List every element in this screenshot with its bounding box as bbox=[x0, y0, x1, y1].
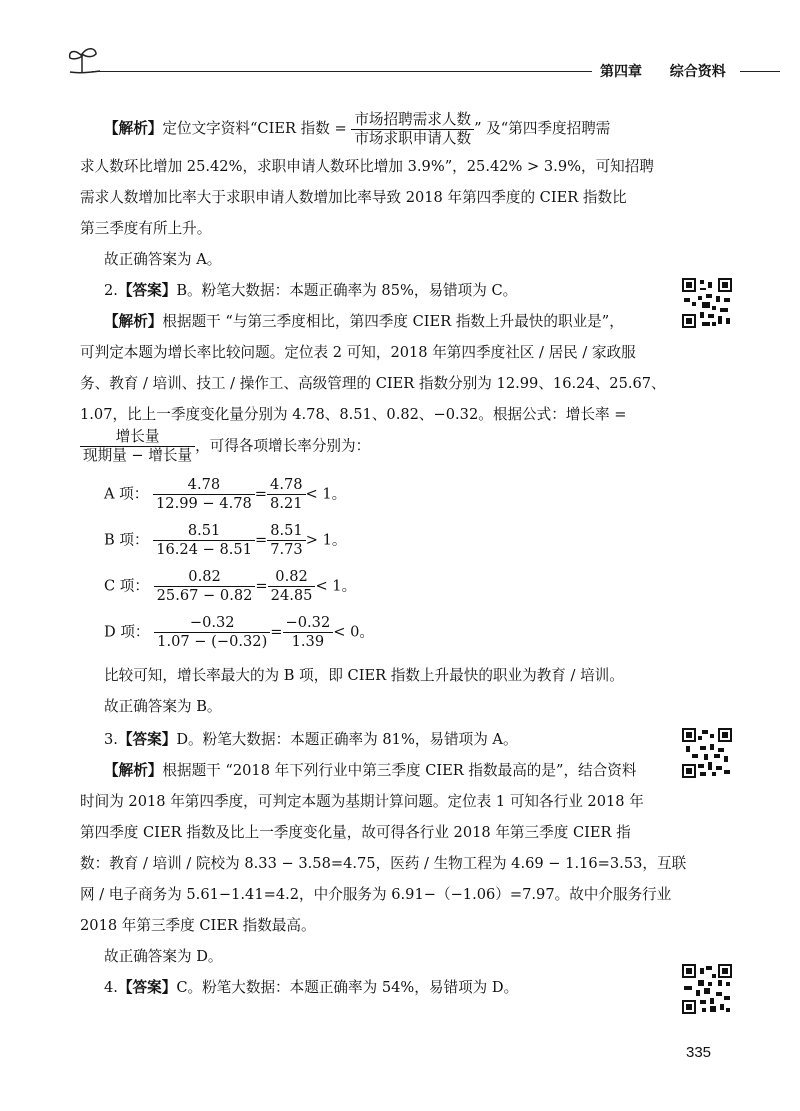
jiexi1-line1 bbox=[104, 110, 610, 148]
fraction bbox=[153, 476, 255, 513]
formula-denominator: 市场求职申请人数 bbox=[354, 129, 472, 147]
comparison: > 1。 bbox=[305, 531, 347, 549]
sprout-icon bbox=[66, 44, 100, 74]
chapter-section: 综合资料 bbox=[669, 64, 726, 80]
text-span: 根据题干 “2018 年下列行业中第三季度 CIER 指数最高的是”，结合资料 bbox=[162, 762, 637, 779]
header-rule-left bbox=[92, 71, 592, 72]
denominator: 24.85 bbox=[270, 587, 313, 604]
paragraph-line: 需求人数增加比率大于求职申请人数增加比率导致 2018 年第四季度的 CIER 指数比 bbox=[80, 189, 627, 206]
comparison: < 1。 bbox=[305, 485, 347, 503]
item-a: A 项： $\frac{4.78}{12.99 - 4.78}$ = $\frac{4.78}{8.21}$ < 1。 bbox=[104, 476, 347, 512]
question-number: 3. bbox=[104, 731, 118, 748]
q2-jiexi-line1 bbox=[104, 312, 624, 332]
q3-jiexi-line1 bbox=[104, 761, 636, 781]
denominator: 1.07 − (−0.32) bbox=[157, 633, 268, 650]
item-label: C 项： bbox=[104, 577, 149, 595]
item-c: C 项： $\frac{0.82}{25.67 - 0.82}$ = $\frac{0.82}{24.85}$ < 1。 bbox=[104, 568, 357, 604]
numerator: 0.82 bbox=[154, 568, 256, 587]
paragraph-line: 务、教育 / 培训、技工 / 操作工、高级管理的 CIER 指数分别为 12.99、16.24、25.67、 bbox=[80, 375, 666, 392]
paragraph-line: 时间为 2018 年第四季度，可判定本题为基期计算问题。定位表 1 可知各行业 2018 年 bbox=[80, 793, 644, 810]
fraction bbox=[153, 522, 255, 559]
fraction bbox=[267, 522, 306, 559]
numerator: 8.51 bbox=[153, 522, 255, 541]
denominator: 16.24 − 8.51 bbox=[156, 541, 252, 558]
denominator: 12.99 − 4.78 bbox=[156, 495, 252, 512]
formula-numerator: 市场招聘需求人数 bbox=[351, 111, 474, 130]
denominator: 25.67 − 0.82 bbox=[156, 587, 253, 604]
paragraph-line: 数：教育 / 培训 / 院校为 8.33 − 3.58=4.75，医药 / 生物工程为 4.69 − 1.16=3.53，互联 bbox=[80, 855, 687, 872]
fraction bbox=[154, 568, 256, 605]
item-label: D 项： bbox=[104, 623, 150, 641]
formula-denominator: 现期量 − 增长量 bbox=[83, 447, 193, 464]
item-label: A 项： bbox=[104, 485, 149, 503]
denominator: 1.39 bbox=[291, 633, 325, 650]
text-span: B。粉笔大数据：本题正确率为 85%，易错项为 C。 bbox=[176, 282, 518, 299]
chapter-number: 第四章 bbox=[600, 64, 642, 80]
page-number: 335 bbox=[686, 1044, 712, 1061]
fraction bbox=[283, 614, 334, 651]
denominator: 7.73 bbox=[270, 541, 303, 558]
paragraph-line: 可判定本题为增长率比较问题。定位表 2 可知，2018 年第四季度社区 / 居民 / 家政服 bbox=[80, 344, 636, 361]
growth-formula bbox=[80, 428, 370, 465]
qr-code-icon[interactable] bbox=[682, 278, 732, 328]
text-span: 根据题干 “与第三季度相比，第四季度 CIER 指数上升最快的职业是”， bbox=[162, 313, 624, 330]
paragraph-line: 第四季度 CIER 指数及比上一季度变化量，故可得各行业 2018 年第三季度 CIER 指 bbox=[80, 824, 631, 841]
numerator: −0.32 bbox=[283, 614, 334, 633]
qr-code-icon[interactable] bbox=[682, 728, 732, 778]
fraction bbox=[154, 614, 270, 651]
numerator: 4.78 bbox=[267, 476, 306, 495]
question-number: 2. bbox=[104, 282, 118, 299]
jiexi-tag: 【解析】 bbox=[104, 762, 163, 779]
paragraph-line: 1.07，比上一季度变化量分别为 4.78、8.51、0.82、−0.32。根据公式：增长率 = bbox=[80, 406, 627, 423]
jiexi-tag: 【解析】 bbox=[104, 313, 163, 330]
q2-answer bbox=[104, 281, 517, 301]
fraction bbox=[267, 476, 306, 513]
q4-answer bbox=[104, 978, 518, 998]
numerator: 0.82 bbox=[268, 568, 316, 587]
comparison: < 0。 bbox=[333, 623, 374, 641]
answer-line: 故正确答案为 D。 bbox=[104, 948, 223, 965]
text-span: ，可得各项增长率分别为： bbox=[195, 437, 371, 455]
cier-formula bbox=[351, 111, 474, 148]
answer-line: 故正确答案为 A。 bbox=[104, 251, 222, 268]
text-span: C。粉笔大数据：本题正确率为 54%，易错项为 D。 bbox=[176, 979, 519, 996]
paragraph-line: 网 / 电子商务为 5.61−1.41=4.2，中介服务为 6.91−（−1.06）=7.97。故中介服务行业 bbox=[80, 886, 672, 903]
numerator: −0.32 bbox=[154, 614, 270, 633]
comparison: < 1。 bbox=[315, 577, 357, 595]
qr-code-icon[interactable] bbox=[682, 964, 732, 1014]
answer-tag: 【答案】 bbox=[117, 731, 177, 748]
chapter-title bbox=[600, 61, 726, 81]
question-number: 4. bbox=[104, 979, 118, 996]
answer-tag: 【答案】 bbox=[117, 282, 177, 299]
numerator: 4.78 bbox=[153, 476, 255, 495]
denominator: 8.21 bbox=[270, 495, 303, 512]
paragraph-line: 求人数环比增加 25.42%，求职申请人数环比增加 3.9%”，25.42% > 3.9%，可知招聘 bbox=[80, 158, 654, 175]
paragraph-line: 2018 年第三季度 CIER 指数最高。 bbox=[80, 917, 316, 934]
jiexi-tag: 【解析】 bbox=[104, 120, 163, 137]
item-d: D 项： $\frac{-0.32}{1.07 - (-0.32)}$ = $\frac{-0.32}{1.39}$ < 0。 bbox=[104, 614, 374, 650]
conclusion-line: 比较可知，增长率最大的为 B 项，即 CIER 指数上升最快的职业为教育 / 培训。 bbox=[104, 667, 624, 684]
header-rule-right bbox=[740, 71, 780, 72]
growth-fraction bbox=[80, 428, 195, 465]
answer-line: 故正确答案为 B。 bbox=[104, 698, 222, 715]
item-b: B 项： $\frac{8.51}{16.24 - 8.51}$ = $\frac{8.51}{7.73}$ > 1。 bbox=[104, 522, 347, 558]
paragraph-line: 第三季度有所上升。 bbox=[80, 220, 212, 237]
text-span: ” 及“第四季度招聘需 bbox=[474, 120, 611, 137]
text-span: D。粉笔大数据：本题正确率为 81%，易错项为 A。 bbox=[176, 731, 518, 748]
fraction bbox=[268, 568, 316, 605]
answer-tag: 【答案】 bbox=[117, 979, 177, 996]
formula-numerator: 增长量 bbox=[80, 428, 195, 447]
text-span: 定位文字资料“CIER 指数 = bbox=[162, 120, 347, 137]
item-label: B 项： bbox=[104, 531, 149, 549]
q3-answer bbox=[104, 730, 518, 750]
numerator: 8.51 bbox=[267, 522, 306, 541]
